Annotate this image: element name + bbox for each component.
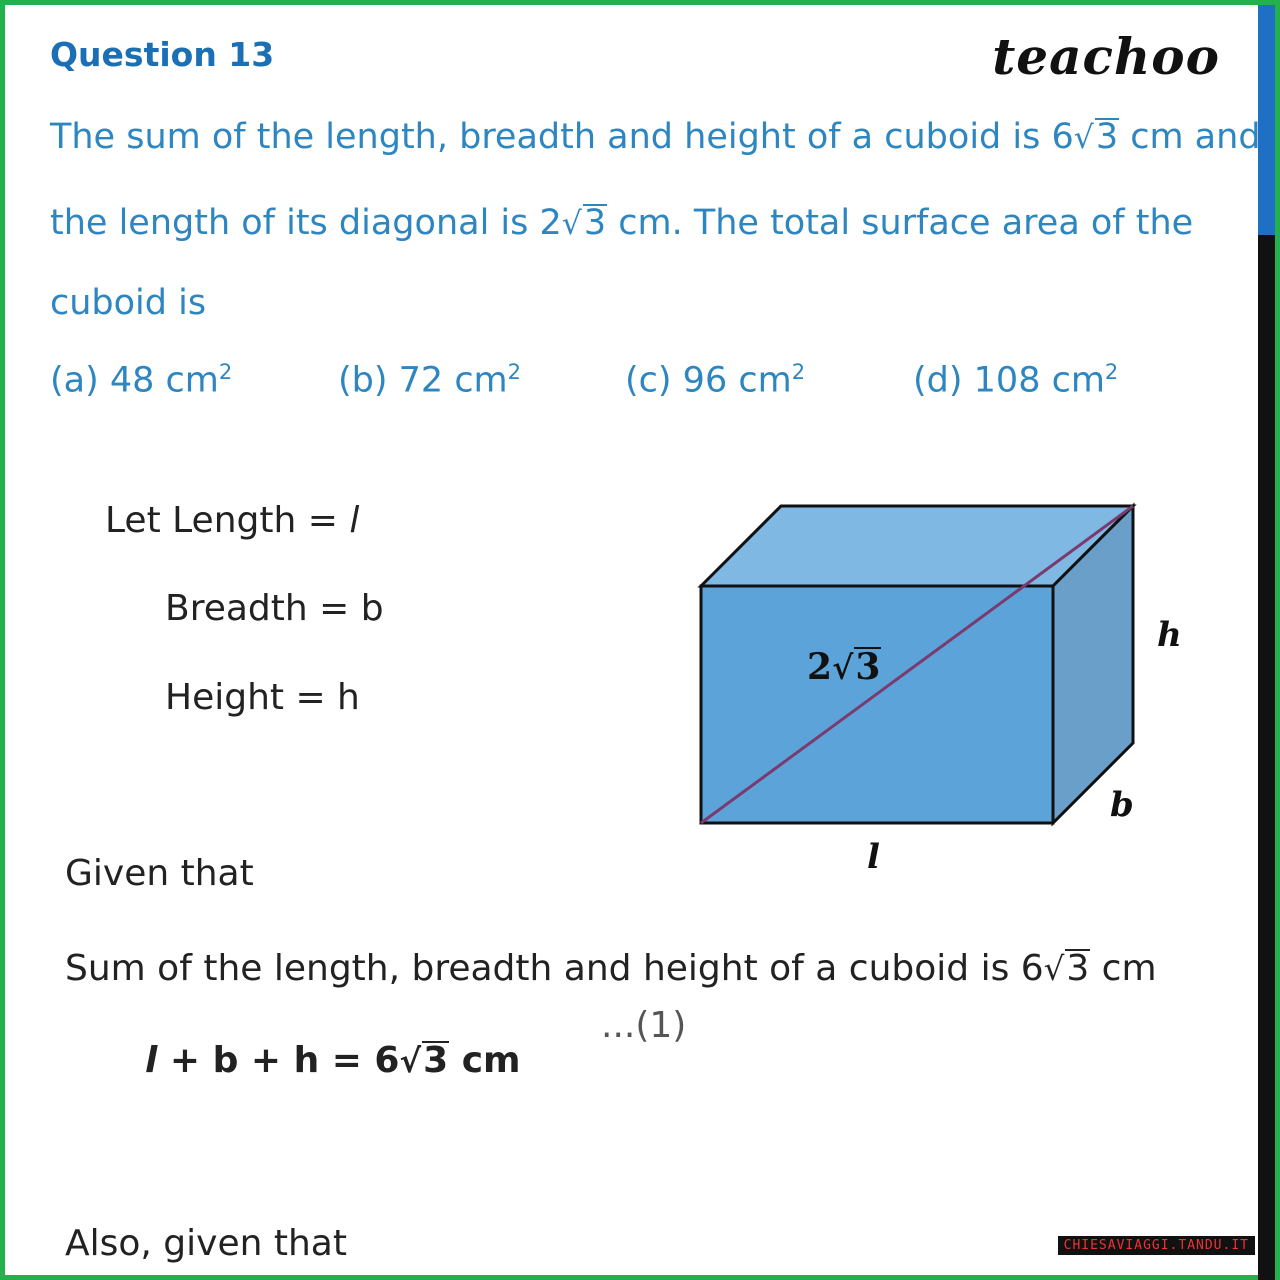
length-label: l: [867, 837, 880, 877]
option-a[interactable]: (a) 48 $cm^2$: [50, 360, 233, 401]
watermark: CHIESAVIAGGI.TANDU.IT: [1058, 1236, 1255, 1255]
cuboid-diagram: [5, 5, 1275, 1275]
given-that-text: Given that: [65, 853, 254, 894]
option-d[interactable]: (d) 108 $cm^2$: [913, 360, 1119, 401]
equation-ref: ...(1): [601, 1005, 687, 1046]
breadth-text: Breadth = b: [165, 588, 384, 629]
height-label: h: [1157, 615, 1182, 655]
cuboid-front-face: [701, 586, 1053, 823]
breadth-label: b: [1110, 785, 1134, 825]
question-line-1: The sum of the length, breadth and height of a cuboid is 6√3 cm and: [50, 117, 1261, 157]
option-c[interactable]: (c) 96 $cm^2$: [625, 360, 806, 401]
sum-statement: Sum of the length, breadth and height of a cuboid is 6√3 cm: [65, 948, 1157, 989]
also-given-text: Also, given that: [65, 1223, 347, 1264]
diagonal-label: 2√3: [807, 646, 881, 688]
option-b[interactable]: (b) 72 $cm^2$: [338, 360, 522, 401]
question-line-2: the length of its diagonal is 2√3 cm. The total surface area of the: [50, 203, 1194, 243]
teachoo-logo: teachoo: [992, 27, 1220, 86]
height-text: Height = h: [165, 677, 360, 718]
question-title: Question 13: [50, 35, 275, 74]
let-length-text: Let Length = l: [105, 500, 360, 541]
question-line-3: cuboid is: [50, 283, 207, 323]
equation: l + b + h = 6√3 cm: [145, 1040, 521, 1081]
